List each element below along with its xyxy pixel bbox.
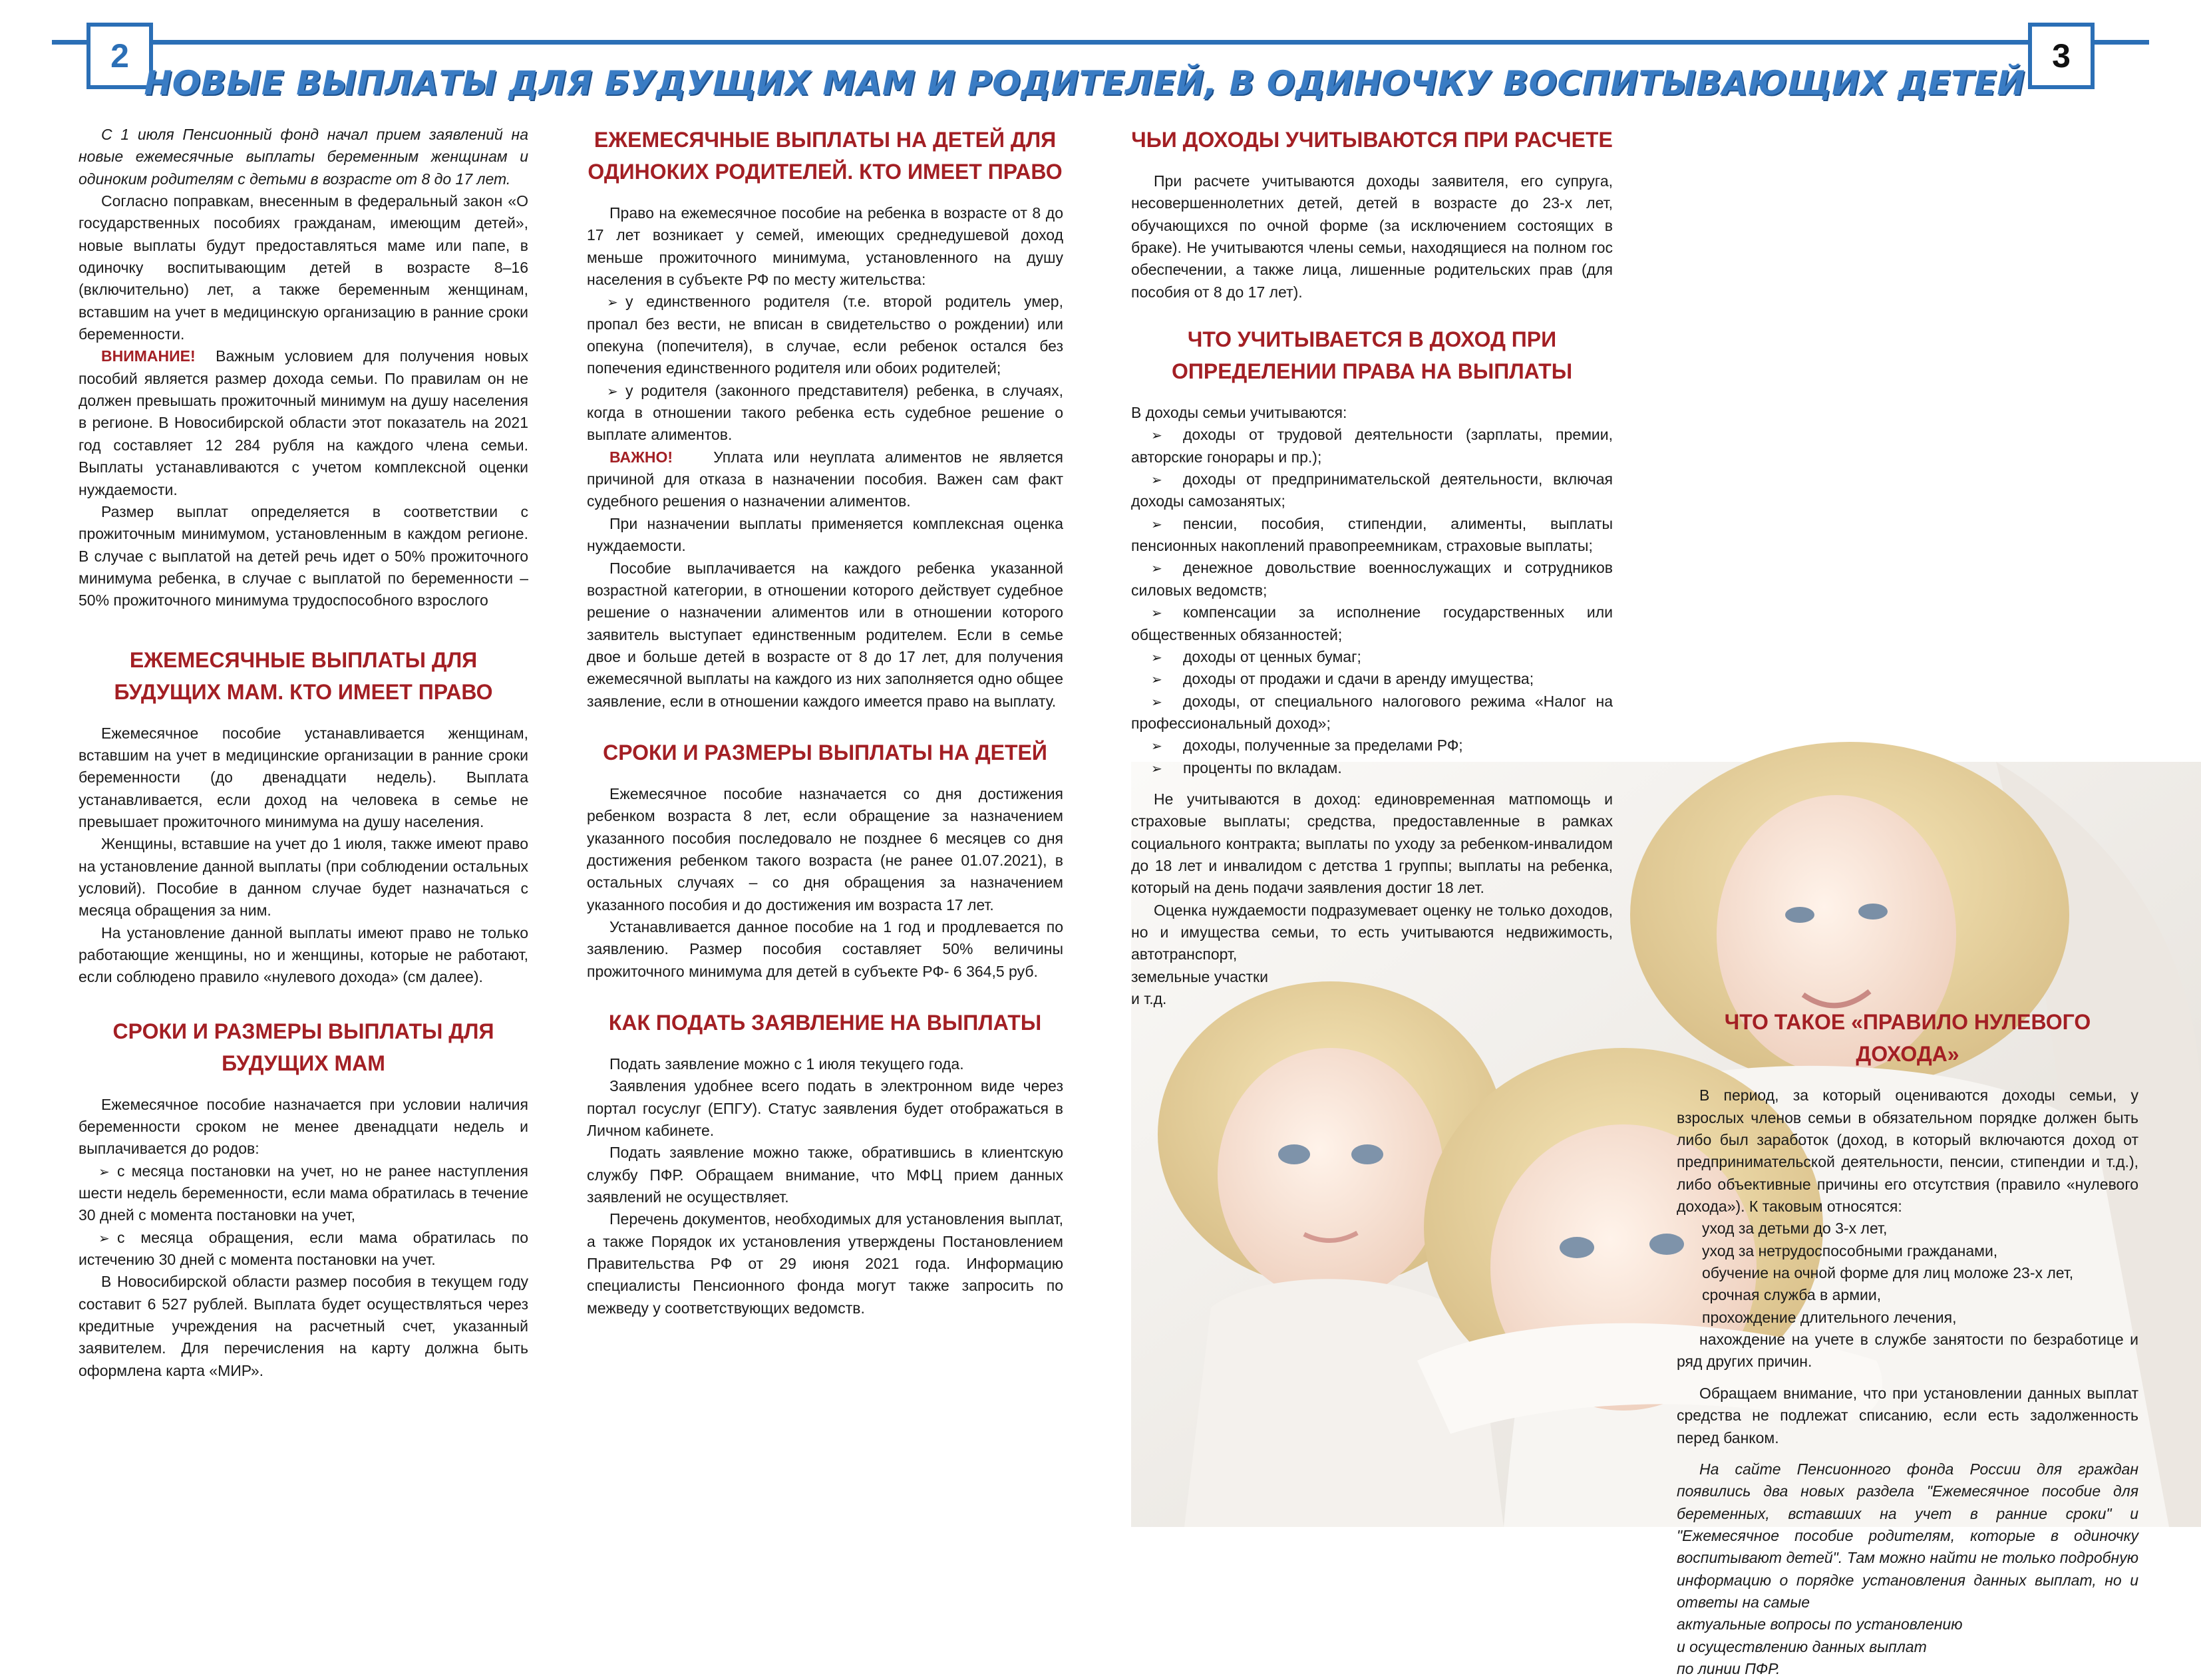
list-item: срочная служба в армии, xyxy=(1702,1286,1882,1304)
paragraph: Размер выплат определяется в соответствии с прожиточным минимумом, установленным в каждом регионе. В случае с выплатой на детей речь идет о 50% прожиточного минимума ребенка, в случае с выплатой по беременности – 50% прожиточного минимума трудоспособного взрослого xyxy=(79,502,528,609)
paragraph: Право на ежемесячное пособие на ребенка в возрасте от 8 до 17 лет возникает у семей, имеющих среднедушевой доход меньше прожиточного минимума, установленного на душу населения в субъекте РФ по месту жительства: xyxy=(587,204,1063,289)
paragraph: Ежемесячное пособие устанавливается женщинам, вставшим на учет в медицинские организации в ранние сроки беременности (до двенадцати недель). Выплата устанавливается, если доход на человека в семье не превышает прожиточного минимума на душу населения. xyxy=(79,724,528,830)
section-heading: КАК ПОДАТЬ ЗАЯВЛЕНИЕ НА ВЫПЛАТЫ xyxy=(608,1011,1042,1035)
bullet-arrow-icon: ➢ xyxy=(1151,739,1162,755)
bullet-arrow-icon: ➢ xyxy=(1151,695,1162,710)
paragraph: Ежемесячное пособие назначается при условии наличия беременности сроком не менее двенадцати недель и выплачивается до родов: xyxy=(79,1095,528,1158)
important-paragraph xyxy=(587,446,1063,513)
bullet-arrow-icon: ➢ xyxy=(1151,673,1162,688)
list-item: ➢ компенсации за исполнение государственных или общественных обязанностей; xyxy=(1131,603,1613,643)
section-heading: ЧТО ТАКОЕ «ПРАВИЛО НУЛЕВОГО ДОХОДА» xyxy=(1724,1010,2091,1067)
warning-text: Важным условием для получения новых пособий является размер дохода семьи. По правилам он не должен превышать прожиточный минимум на душу населения в регионе. В Новосибирской области этот показатель на 2021 год составляет 12 284 рубля на каждого члена семьи. Выплаты устанавливаются с учетом комплексной оценки нуждаемости. xyxy=(79,347,528,498)
bullet-arrow-icon: ➢ xyxy=(1151,473,1162,488)
section-heading: СРОКИ И РАЗМЕРЫ ВЫПЛАТЫ НА ДЕТЕЙ xyxy=(603,740,1047,764)
bullet-arrow-icon: ➢ xyxy=(607,384,618,399)
section-heading: ЕЖЕМЕСЯЧНЫЕ ВЫПЛАТЫ НА ДЕТЕЙ ДЛЯ ОДИНОКИХ РОДИТЕЛЕЙ. КТО ИМЕЕТ ПРАВО xyxy=(588,128,1063,184)
paragraph: Подать заявление можно с 1 июля текущего года. xyxy=(609,1055,964,1073)
important-text: Уплата или неуплата алиментов не является причиной для отказа в назначении пособия. Важен сам факт судебного решения о назначении алиментов. xyxy=(587,448,1064,510)
bullet-arrow-icon: ➢ xyxy=(1151,606,1162,621)
list-item: нахождение на учете в службе занятости по безработице и ряд других причин. xyxy=(1677,1331,2138,1371)
important-label: ВАЖНО! xyxy=(609,448,673,466)
list-item: ➢ доходы, полученные за пределами РФ; xyxy=(1131,735,1613,756)
list-item: ➢ доходы от предпринимательской деятельности, включая доходы самозанятых; xyxy=(1131,470,1613,510)
section-heading: ЧТО УЧИТЫВАЕТСЯ В ДОХОД ПРИ ОПРЕДЕЛЕНИИ ПРАВА НА ВЫПЛАТЫ xyxy=(1171,327,1573,384)
paragraph: При назначении выплаты применяется комплексная оценка нуждаемости. xyxy=(587,514,1063,555)
section-heading: СРОКИ И РАЗМЕРЫ ВЫПЛАТЫ ДЛЯ БУДУЩИХ МАМ xyxy=(112,1019,494,1075)
paragraph: Пособие выплачивается на каждого ребенка указанной возрастной категории, в отношении которого действует судебное решение о назначении алиментов или в отношении которого заявитель выступает единственным родителем. Если в семье двое и больше детей в возрасте от 8 до 17 лет, для получения ежемесячной выплаты на каждого из них заполняется одно общее заявление, если в отношении каждого имеется право на выплату. xyxy=(587,559,1063,710)
list-item: ➢ доходы от ценных бумаг; xyxy=(1131,646,1613,668)
paragraph-line: и осуществлению данных выплат xyxy=(1677,1637,1927,1655)
paragraph-line: по линии ПФР. xyxy=(1677,1659,1780,1677)
list-item: ➢ пенсии, пособия, стипендии, алименты, выплаты пенсионных накоплений правопреемникам, страховые выплаты; xyxy=(1131,514,1613,555)
paragraph: Ежемесячное пособие назначается со дня достижения ребенком возраста 8 лет, если обращение за назначением указанного пособия последовало не позднее 6 месяцев со дня достижения ребенком такого возраста (не ранее 01.07.2021), в остальных случаях – со дня обращения за назначением указанного пособия и до достижения им возраста 17 лет. xyxy=(587,784,1063,914)
list-item: ➢ проценты по вкладам. xyxy=(1131,757,1613,779)
column-3 xyxy=(1131,124,1613,1010)
intro-paragraph: С 1 июля Пенсионный фонд начал прием заявлений на новые ежемесячные выплаты беременным женщинам и одиноким родителям с детьми в возрасте от 8 до 17 лет. xyxy=(79,126,528,188)
list-item: уход за детьми до 3-х лет, xyxy=(1702,1220,1888,1238)
page-number-left: 2 xyxy=(86,23,153,89)
paragraph: Устанавливается данное пособие на 1 год и продлевается по заявлению. Размер пособия составляет 50% величины прожиточного минимума для детей в субъекте РФ- 6 364,5 руб. xyxy=(587,918,1063,980)
list-item: ➢ доходы от продажи и сдачи в аренду имущества; xyxy=(1131,668,1613,690)
paragraph-line: актуальные вопросы по установлению xyxy=(1677,1615,1963,1633)
list-item: ➢ у родителя (законного представителя) ребенка, в случаях, когда в отношении такого ребенка есть судебное решение о выплате алиментов. xyxy=(587,381,1063,444)
list-item: ➢ у единственного родителя (т.е. второй родитель умер, пропал без вести, не вписан в свидетельство о рождении) или опекуна (попечителя), в случае, если ребенок остался без попечения единственного родителя или обоих родителей; xyxy=(587,293,1063,377)
paragraph: Заявления удобнее всего подать в электронном виде через портал госуслуг (ЕПГУ). Статус заявления будет отображаться в Личном кабинете. xyxy=(587,1077,1063,1140)
page-number-right: 3 xyxy=(2028,23,2095,89)
list-item: ➢ доходы от трудовой деятельности (зарплаты, премии, авторские гонорары и пр.); xyxy=(1131,426,1613,466)
paragraph: На сайте Пенсионного фонда России для граждан появились два новых раздела "Ежемесячное пособие для беременных, вставших на учет в ранние сроки" и "Ежемесячное пособие родителям, которые в одиночку воспитывают детей". Там можно найти не только подробную информацию о порядке установления данных выплат, но и ответы на самые xyxy=(1677,1460,2138,1611)
paragraph-line: земельные участки xyxy=(1131,967,1268,985)
list-item: ➢ доходы, от специального налогового режима «Налог на профессиональный доход»; xyxy=(1131,692,1613,732)
bullet-arrow-icon: ➢ xyxy=(1151,761,1162,776)
bullet-arrow-icon: ➢ xyxy=(98,1231,110,1246)
paragraph: Женщины, вставшие на учет до 1 июля, также имеют право на установление данной выплаты (при соблюдении остальных условий). Пособие в данном случае будет назначаться с месяца обращения за ним. xyxy=(79,835,528,920)
paragraph: В период, за который оцениваются доходы семьи, у взрослых членов семьи в обязательном порядке должен быть либо был заработок (доход, в который включаются доход от предпринимательской деятельности, пенсии, стипендии и т.д.), либо объективные причины его отсутствия (правило «нулевого дохода»). К таковым относятся: xyxy=(1677,1087,2138,1216)
bullet-arrow-icon: ➢ xyxy=(1151,517,1162,532)
paragraph: Согласно поправкам, внесенным в федеральный закон «О государственных пособиях гражданам, имеющим детей», новые выплаты будут предоставляться маме или папе, в одиночку воспитывающим детей в возрасте 8–16 (включительно) лет, а также беременным женщинам, вставшим на учет в медицинскую организацию в ранние сроки беременности. xyxy=(79,192,528,343)
warning-label: ВНИМАНИЕ! xyxy=(101,347,196,365)
list-item: ➢ денежное довольствие военнослужащих и сотрудников силовых ведомств; xyxy=(1131,559,1613,599)
paragraph: Обращаем внимание, что при установлении данных выплат средства не подлежат списанию, если есть задолженность перед банком. xyxy=(1677,1384,2138,1446)
paragraph: Подать заявление можно также, обратившись в клиентскую службу ПФР. Обращаем внимание, что МФЦ прием данных заявлений не осуществляет. xyxy=(587,1144,1063,1206)
column-2 xyxy=(587,124,1063,1319)
section-heading: ЧЬИ ДОХОДЫ УЧИТЫВАЮТСЯ ПРИ РАСЧЕТЕ xyxy=(1131,128,1613,152)
paragraph: Не учитываются в доход: единовременная матпомощь и страховые выплаты; средства, предоставленные в рамках социального контракта; выплаты по уходу за ребенком-инвалидом до 18 лет и инвалидом с детства 1 группы; выплаты на ребенка, который на день подачи заявления достиг 18 лет. xyxy=(1131,790,1613,897)
paragraph: Перечень документов, необходимых для установления выплат, а также Порядок их установления утверждены Постановлением Правительства РФ от 29 июня 2021 года. Информацию специалисты Пенсионного фонда могут также запросить по межведу у соответствующих ведомств. xyxy=(587,1210,1063,1317)
list-item: прохождение длительного лечения, xyxy=(1702,1308,1957,1326)
list-item: уход за нетрудоспособными гражданами, xyxy=(1702,1242,1998,1260)
page-title: НОВЫЕ ВЫПЛАТЫ ДЛЯ БУДУЩИХ МАМ И РОДИТЕЛЕЙ, В ОДИНОЧКУ ВОСПИТЫВАЮЩИХ ДЕТЕЙ xyxy=(144,64,2025,102)
bullet-arrow-icon: ➢ xyxy=(98,1164,110,1180)
list-item: ➢ с месяца обращения, если мама обратилась по истечению 30 дней с момента постановки на учет. xyxy=(79,1228,528,1269)
list-item: ➢ с месяца постановки на учет, но не ранее наступления шести недель беременности, если мама обратилась в течение 30 дней с момента постановки на учет, xyxy=(79,1162,528,1224)
column-1 xyxy=(79,124,528,1382)
bullet-arrow-icon: ➢ xyxy=(1151,562,1162,577)
paragraph: В доходы семьи учитываются: xyxy=(1131,404,1347,422)
paragraph: При расчете учитываются доходы заявителя, его супруга, несовершеннолетних детей, детей в возрасте до 23-х лет, обучающихся по очной форме (за исключением состоящих в браке). Не учитываются члены семьи, находящиеся на полном гос обеспечении, а также лица, лишенные родительских прав (для пособия от 8 до 17 лет). xyxy=(1131,172,1613,301)
column-4 xyxy=(1677,1006,2138,1680)
paragraph-line: и т.д. xyxy=(1131,990,1167,1007)
header-rule xyxy=(52,40,2149,45)
bullet-arrow-icon: ➢ xyxy=(1151,428,1162,444)
bullet-arrow-icon: ➢ xyxy=(1151,650,1162,665)
paragraph: На установление данной выплаты имеют право не только работающие женщины, но и женщины, которые не работают, если соблюдено правило «нулевого дохода» (см далее). xyxy=(79,924,528,986)
section-heading: ЕЖЕМЕСЯЧНЫЕ ВЫПЛАТЫ ДЛЯ БУДУЩИХ МАМ. КТО ИМЕЕТ ПРАВО xyxy=(114,647,493,704)
warning-paragraph xyxy=(79,345,528,500)
bullet-arrow-icon: ➢ xyxy=(607,295,618,311)
paragraph: Оценка нуждаемости подразумевает оценку не только доходов, но и имущества семьи, то есть учитываются недвижимость, автотранспорт, xyxy=(1131,901,1613,963)
paragraph: В Новосибирской области размер пособия в текущем году составит 6 527 рублей. Выплата будет осуществляться через кредитные учреждения на расчетный счет, указанный заявителем. Для перечисления на карту должна быть оформлена карта «МИР». xyxy=(79,1273,528,1379)
list-item: обучение на очной форме для лиц моложе 23-х лет, xyxy=(1702,1264,2074,1282)
